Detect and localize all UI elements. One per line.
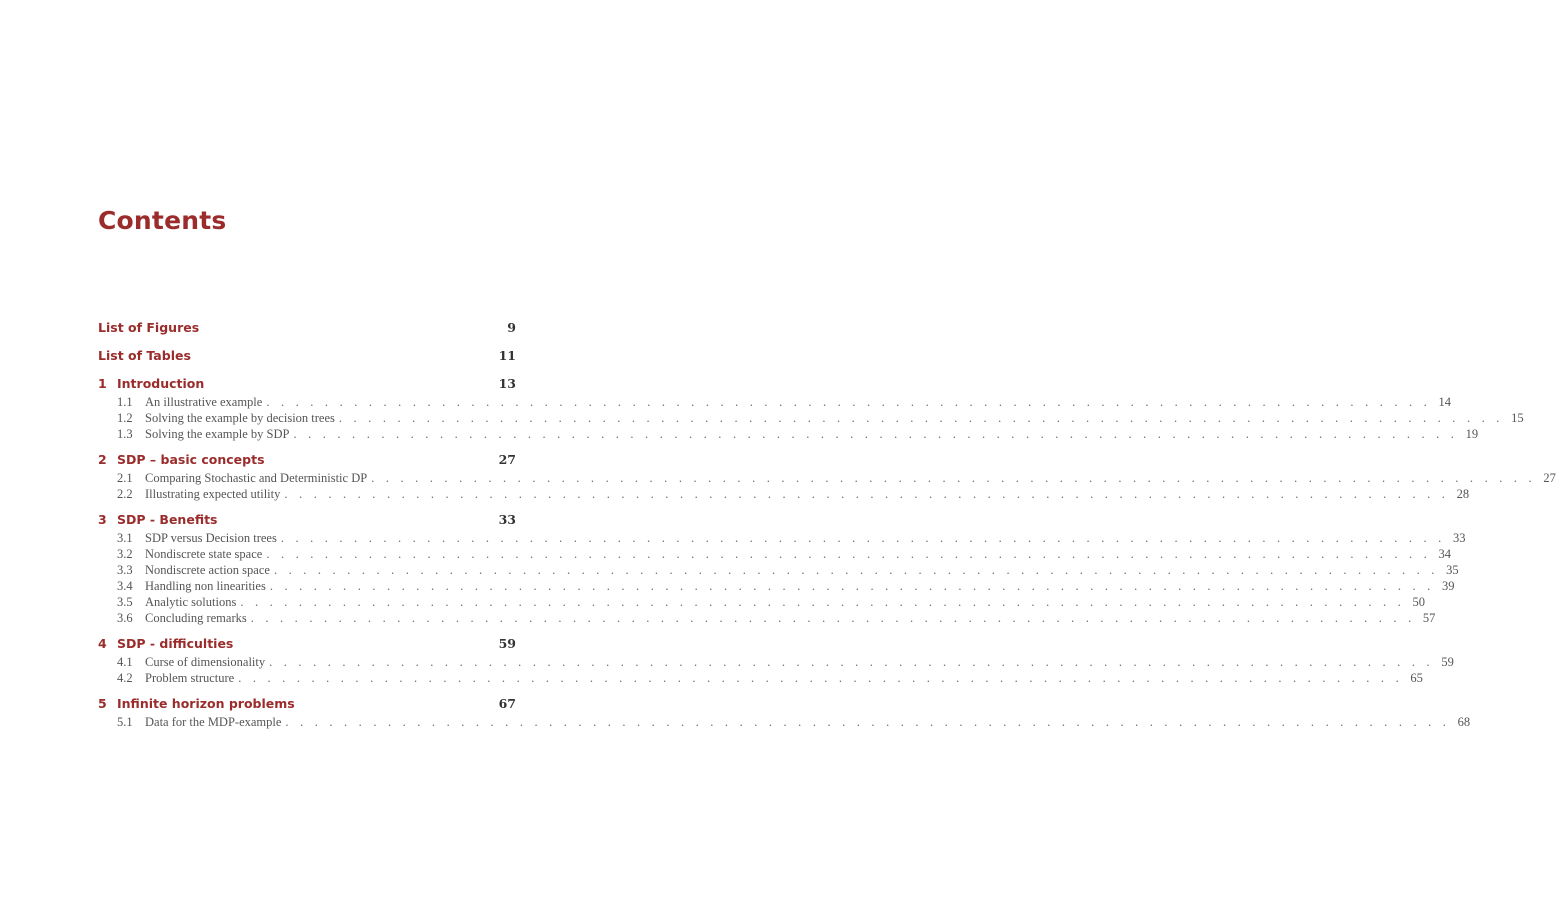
section-number: 1.3 bbox=[117, 427, 133, 441]
chapter-page: 33 bbox=[498, 512, 516, 527]
section-title: SDP versus Decision trees bbox=[145, 531, 277, 545]
chapter-entry[interactable] bbox=[98, 694, 516, 714]
toc-entry-page: 11 bbox=[498, 348, 516, 363]
section-page: 50 bbox=[1412, 595, 1426, 609]
chapter-title: Introduction bbox=[117, 376, 205, 391]
section-entry[interactable] bbox=[98, 486, 1470, 502]
section-title: Comparing Stochastic and Deterministic DP bbox=[145, 471, 368, 485]
section-title: Solving the example by decision trees bbox=[145, 411, 335, 425]
section-title: Data for the MDP-example bbox=[145, 715, 282, 729]
section-entry[interactable] bbox=[98, 410, 1524, 426]
chapter-title: Infinite horizon problems bbox=[117, 696, 295, 711]
chapter-entry[interactable] bbox=[98, 374, 516, 394]
section-entry[interactable] bbox=[98, 714, 1471, 730]
dot-leader: . . . . . . . . . . . . . . . . . . . . . . . . . . . . . . . . . . . . . . . . . . . . . . . . . . . . . . . . . . . . . . . . . . . . . . . . . . . . . . . . bbox=[284, 487, 1450, 501]
toc-entry-list-of-tables[interactable] bbox=[98, 346, 516, 366]
page-title: Contents bbox=[98, 206, 227, 235]
section-title: Solving the example by SDP bbox=[145, 427, 290, 441]
toc-entry-list-of-figures[interactable] bbox=[98, 318, 516, 338]
toc-entry-page: 9 bbox=[507, 320, 516, 335]
section-number: 4.2 bbox=[117, 671, 133, 685]
chapter-number: 1 bbox=[98, 376, 107, 391]
chapter-list bbox=[98, 374, 1556, 730]
chapter-title: SDP - difficulties bbox=[117, 636, 234, 651]
toc-entry-title: List of Figures bbox=[98, 320, 200, 335]
section-title: Analytic solutions bbox=[145, 595, 237, 609]
section-number: 2.1 bbox=[117, 471, 133, 485]
dot-leader: . . . . . . . . . . . . . . . . . . . . . . . . . . . . . . . . . . . . . . . . . . . . . . . . . . . . . . . . . . . . . . . . . . . . . . . . . . . . . . . . bbox=[269, 579, 1435, 593]
section-title: Curse of dimensionality bbox=[145, 655, 266, 669]
section-entry[interactable] bbox=[98, 670, 1423, 686]
section-number: 3.1 bbox=[117, 531, 133, 545]
table-of-contents bbox=[98, 318, 1556, 730]
chapter-entry[interactable] bbox=[98, 634, 516, 654]
section-entry[interactable] bbox=[98, 426, 1479, 442]
dot-leader: . . . . . . . . . . . . . . . . . . . . . . . . . . . . . . . . . . . . . . . . . . . . . . . . . . . . . . . . . . . . . . . . . . . . . . . . . . . . . . . . bbox=[266, 395, 1432, 409]
chapter-number: 3 bbox=[98, 512, 107, 527]
section-entry[interactable] bbox=[98, 578, 1455, 594]
section-number: 3.5 bbox=[117, 595, 133, 609]
chapter-number: 2 bbox=[98, 452, 107, 467]
section-page: 68 bbox=[1457, 715, 1471, 729]
dot-leader: . . . . . . . . . . . . . . . . . . . . . . . . . . . . . . . . . . . . . . . . . . . . . . . . . . . . . . . . . . . . . . . . . . . . . . . . . . . . . . . . bbox=[240, 595, 1406, 609]
section-number: 5.1 bbox=[117, 715, 133, 729]
chapter-page: 13 bbox=[498, 376, 516, 391]
section-page: 57 bbox=[1422, 611, 1436, 625]
dot-leader: . . . . . . . . . . . . . . . . . . . . . . . . . . . . . . . . . . . . . . . . . . . . . . . . . . . . . . . . . . . . . . . . . . . . . . . . . . . . . . . . bbox=[269, 655, 1434, 669]
section-title: Problem structure bbox=[145, 671, 235, 685]
dot-leader: . . . . . . . . . . . . . . . . . . . . . . . . . . . . . . . . . . . . . . . . . . . . . . . . . . . . . . . . . . . . . . . . . . . . . . . . . . . . . . . . bbox=[293, 427, 1459, 441]
section-title: Nondiscrete action space bbox=[145, 563, 270, 577]
chapter-page: 67 bbox=[498, 696, 516, 711]
section-number: 1.1 bbox=[117, 395, 133, 409]
section-page: 15 bbox=[1511, 411, 1524, 425]
dot-leader: . . . . . . . . . . . . . . . . . . . . . . . . . . . . . . . . . . . . . . . . . . . . . . . . . . . . . . . . . . . . . . . . . . . . . . . . . . . . . . . . bbox=[371, 471, 1536, 485]
section-entry[interactable] bbox=[98, 530, 1466, 546]
dot-leader: . . . . . . . . . . . . . . . . . . . . . . . . . . . . . . . . . . . . . . . . . . . . . . . . . . . . . . . . . . . . . . . . . . . . . . . . . . . . . . . . bbox=[266, 547, 1431, 561]
section-page: 28 bbox=[1456, 487, 1470, 501]
section-number: 2.2 bbox=[117, 487, 133, 501]
chapter-entry[interactable] bbox=[98, 450, 516, 470]
chapter-title: SDP – basic concepts bbox=[117, 452, 265, 467]
section-title: An illustrative example bbox=[145, 395, 263, 409]
section-title: Concluding remarks bbox=[145, 611, 247, 625]
section-entry[interactable] bbox=[98, 610, 1436, 626]
section-page: 27 bbox=[1543, 471, 1556, 485]
dot-leader: . . . . . . . . . . . . . . . . . . . . . . . . . . . . . . . . . . . . . . . . . . . . . . . . . . . . . . . . . . . . . . . . . . . . . . . . . . . . . . . . bbox=[273, 563, 1439, 577]
section-entry[interactable] bbox=[98, 562, 1459, 578]
section-title: Illustrating expected utility bbox=[145, 487, 281, 501]
toc-entry-title: List of Tables bbox=[98, 348, 191, 363]
section-page: 35 bbox=[1446, 563, 1459, 577]
section-page: 19 bbox=[1465, 427, 1479, 441]
section-page: 33 bbox=[1453, 531, 1466, 545]
section-page: 59 bbox=[1441, 655, 1454, 669]
section-number: 3.4 bbox=[117, 579, 133, 593]
chapter-page: 27 bbox=[498, 452, 516, 467]
section-entry[interactable] bbox=[98, 394, 1452, 410]
section-entry[interactable] bbox=[98, 594, 1426, 610]
chapter-number: 4 bbox=[98, 636, 107, 651]
chapter-entry[interactable] bbox=[98, 510, 516, 530]
section-number: 1.2 bbox=[117, 411, 133, 425]
section-title: Nondiscrete state space bbox=[145, 547, 263, 561]
chapter-number: 5 bbox=[98, 696, 107, 711]
dot-leader: . . . . . . . . . . . . . . . . . . . . . . . . . . . . . . . . . . . . . . . . . . . . . . . . . . . . . . . . . . . . . . . . . . . . . . . . . . . . . . . . bbox=[280, 531, 1446, 545]
section-entry[interactable] bbox=[98, 470, 1556, 486]
section-page: 65 bbox=[1410, 671, 1423, 685]
dot-leader: . . . . . . . . . . . . . . . . . . . . . . . . . . . . . . . . . . . . . . . . . . . . . . . . . . . . . . . . . . . . . . . . . . . . . . . . . . . . . . . . bbox=[285, 715, 1451, 729]
dot-leader: . . . . . . . . . . . . . . . . . . . . . . . . . . . . . . . . . . . . . . . . . . . . . . . . . . . . . . . . . . . . . . . . . . . . . . . . . . . . . . . . bbox=[250, 611, 1416, 625]
section-number: 4.1 bbox=[117, 655, 133, 669]
section-entry[interactable] bbox=[98, 654, 1454, 670]
section-number: 3.3 bbox=[117, 563, 133, 577]
section-number: 3.6 bbox=[117, 611, 133, 625]
dot-leader: . . . . . . . . . . . . . . . . . . . . . . . . . . . . . . . . . . . . . . . . . . . . . . . . . . . . . . . . . . . . . . . . . . . . . . . . . . . . . . . . bbox=[338, 411, 1504, 425]
dot-leader: . . . . . . . . . . . . . . . . . . . . . . . . . . . . . . . . . . . . . . . . . . . . . . . . . . . . . . . . . . . . . . . . . . . . . . . . . . . . . . . . bbox=[238, 671, 1403, 685]
section-page: 14 bbox=[1438, 395, 1452, 409]
chapter-title: SDP - Benefits bbox=[117, 512, 218, 527]
chapter-page: 59 bbox=[498, 636, 516, 651]
section-number: 3.2 bbox=[117, 547, 133, 561]
section-title: Handling non linearities bbox=[145, 579, 266, 593]
section-page: 39 bbox=[1442, 579, 1455, 593]
section-page: 34 bbox=[1438, 547, 1451, 561]
section-entry[interactable] bbox=[98, 546, 1451, 562]
